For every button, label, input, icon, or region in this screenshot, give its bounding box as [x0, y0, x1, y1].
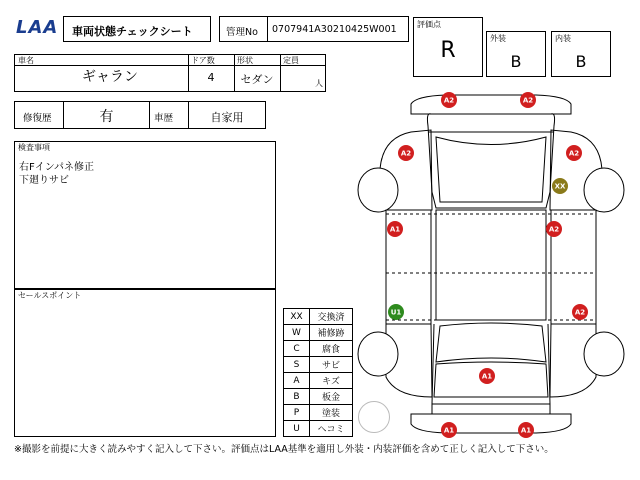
car-diagram	[356, 92, 626, 438]
damage-mark	[518, 422, 534, 438]
legend-code: A	[284, 373, 310, 389]
footer-note: ※撮影を前提に大きく読みやすく記入して下さい。評価点はLAA基準を適用し外装・内装評価を含めて正しく記入して下さい。	[14, 444, 554, 455]
damage-mark-code: XX	[554, 182, 566, 191]
exterior-grade-label: 外装	[490, 34, 506, 43]
capacity-unit: 人	[315, 79, 323, 88]
reference-circle	[358, 401, 390, 433]
damage-mark	[398, 145, 414, 161]
repair-history-label: 修復歴	[23, 113, 52, 124]
capacity-label: 定員	[283, 56, 299, 65]
damage-mark	[441, 92, 457, 108]
legend-row	[284, 309, 353, 325]
car-name-value: ギャラン	[82, 69, 138, 85]
damage-mark	[566, 145, 582, 161]
legend-meaning: キズ	[310, 373, 353, 389]
damage-mark-code: A2	[400, 149, 412, 158]
exterior-grade-box	[486, 31, 546, 77]
legend-code: W	[284, 325, 310, 341]
legend-row	[284, 405, 353, 421]
inspection-label: 検査事項	[18, 143, 50, 152]
car-name-label: 車名	[18, 56, 34, 65]
legend-code: S	[284, 357, 310, 373]
exterior-grade-value: B	[510, 52, 522, 71]
management-no-value: 0707941A30210425W001	[272, 24, 397, 35]
legend-code: C	[284, 341, 310, 357]
interior-grade-value: B	[575, 52, 587, 71]
damage-mark-code: A2	[568, 149, 580, 158]
repair-history-value: 有	[99, 109, 114, 125]
sales-point-label: セールスポイント	[18, 291, 82, 300]
body-type-label: 形状	[237, 56, 253, 65]
legend-meaning: 板金	[310, 389, 353, 405]
doors-value: 4	[207, 71, 215, 84]
doors-label: ドア数	[191, 56, 215, 65]
damage-mark-code: A2	[548, 225, 560, 234]
damage-mark	[520, 92, 536, 108]
damage-mark-code: A1	[443, 426, 455, 435]
management-no-box	[219, 16, 409, 42]
legend-row	[284, 389, 353, 405]
grade-score-label: 評価点	[417, 20, 441, 29]
legend-meaning: ヘコミ	[310, 421, 353, 437]
laa-logo: LAA	[16, 17, 59, 38]
sheet-title-box	[63, 16, 211, 42]
grade-score-box	[413, 17, 483, 77]
damage-mark-code: A1	[481, 372, 493, 381]
legend-code: P	[284, 405, 310, 421]
damage-mark	[388, 304, 404, 320]
legend-code: B	[284, 389, 310, 405]
legend-row	[284, 325, 353, 341]
legend-meaning: 交換済	[310, 309, 353, 325]
damage-mark	[441, 422, 457, 438]
inspection-box	[14, 141, 276, 289]
damage-mark	[387, 221, 403, 237]
legend-row	[284, 373, 353, 389]
legend-meaning: 塗装	[310, 405, 353, 421]
legend-meaning: 腐食	[310, 341, 353, 357]
damage-legend-table	[283, 308, 353, 437]
damage-mark-code: U1	[390, 308, 402, 317]
legend-code: U	[284, 421, 310, 437]
body-type-value: セダン	[240, 73, 274, 86]
damage-mark-code: A2	[574, 308, 586, 317]
interior-grade-label: 内装	[555, 34, 571, 43]
damage-mark-code: A2	[522, 96, 534, 105]
management-no-label: 管理No	[226, 27, 258, 38]
damage-mark	[572, 304, 588, 320]
damage-mark	[552, 178, 568, 194]
usage-history-value: 自家用	[210, 111, 244, 124]
legend-row	[284, 341, 353, 357]
damage-mark	[479, 368, 495, 384]
usage-history-label: 車歴	[154, 113, 174, 124]
sales-point-box	[14, 289, 276, 437]
grade-score-value: R	[440, 38, 456, 63]
history-row	[14, 101, 266, 129]
interior-grade-box	[551, 31, 611, 77]
inspection-line-2: 下廻りサビ	[19, 175, 69, 186]
damage-mark-code: A1	[389, 225, 401, 234]
sheet-title: 車両状態チェックシート	[72, 25, 193, 38]
damage-mark	[546, 221, 562, 237]
legend-code: XX	[284, 309, 310, 325]
damage-mark-code: A2	[443, 96, 455, 105]
damage-mark-code: A1	[520, 426, 532, 435]
legend-meaning: 補修跡	[310, 325, 353, 341]
inspection-line-1: 右Fインパネ修正	[19, 162, 95, 173]
legend-row	[284, 421, 353, 437]
vehicle-row	[14, 54, 326, 92]
legend-meaning: サビ	[310, 357, 353, 373]
legend-row	[284, 357, 353, 373]
